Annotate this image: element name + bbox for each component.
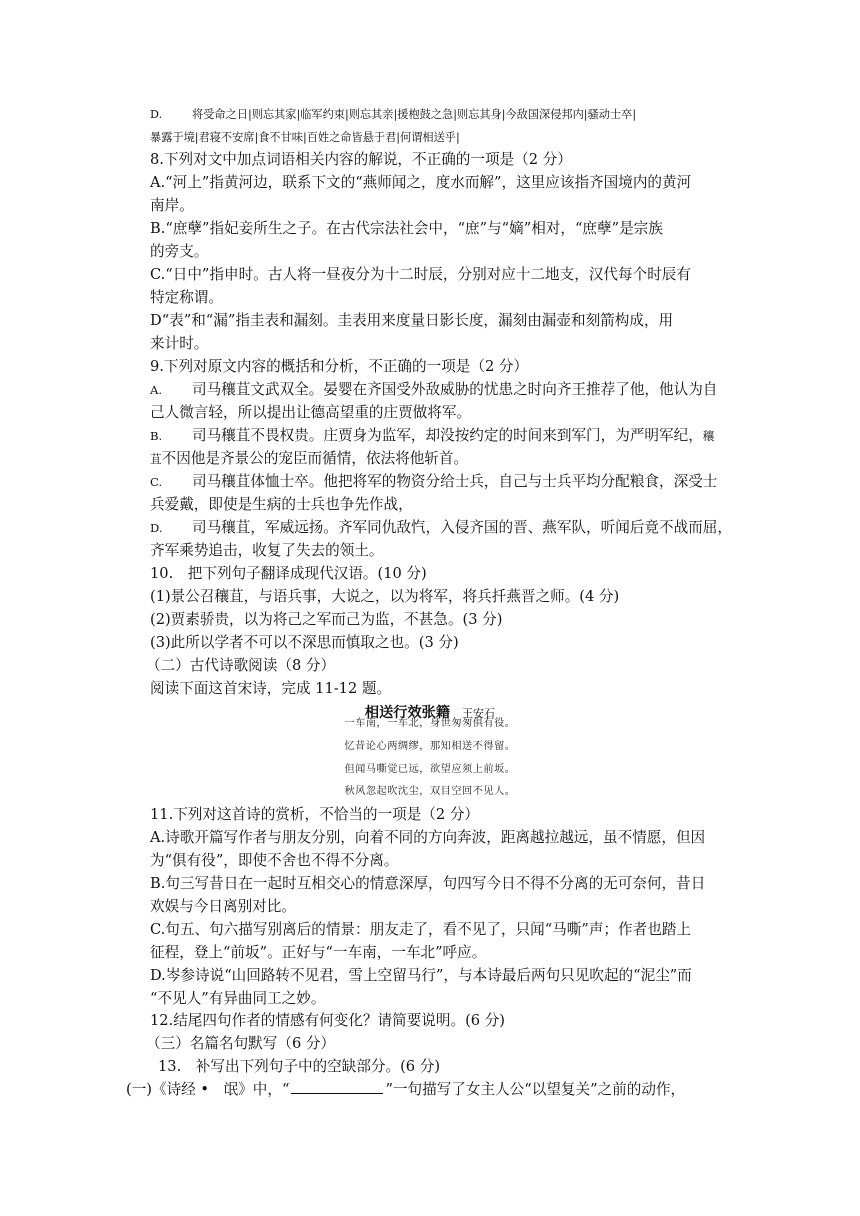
q8-option-a-line2: 南岸。 xyxy=(150,197,194,214)
q7-option-d-line1: 将受命之日|则忘其家|临军约束|则忘其亲|援枹鼓之急|则忘其身|今敌国深侵邦内|骚动士卒| xyxy=(192,108,637,121)
q7-option-d-label: D. xyxy=(150,108,163,121)
q11-option-a-line1: A.诗歌开篇写作者与朋友分别，向着不同的方向奔波，距离越拉越远，虽不情愿，但因 xyxy=(150,829,706,846)
q9-option-a-line1 xyxy=(150,379,730,401)
q9-option-a-text: 司马穰苴文武双全。晏婴在齐国受外敌威胁的忧患之时向齐王推荐了他，他认为自 xyxy=(192,381,718,398)
q8-option-b-line2: 的旁支。 xyxy=(150,243,209,260)
q9-option-b-text2: 不因他是齐景公的宠臣而循情，依法将他斩首。 xyxy=(161,450,469,467)
q11-option-c-line2: 征程，登上“前坂”。正好与“一车南，一车北”呼应。 xyxy=(150,944,487,961)
q11-option-b-line2: 欢娱与今日离别对比。 xyxy=(150,898,296,915)
q9-option-a-label: A. xyxy=(150,383,163,397)
q11-option-b-line1: B.句三写昔日在一起时互相交心的情意深厚，句四写今日不得不分离的无可奈何，昔日 xyxy=(150,875,706,892)
section2-intro: 阅读下面这首宋诗，完成 11-12 题。 xyxy=(150,680,392,697)
q9-option-a-line2: 己人微言轻，所以提出让德高望重的庄贾做将军。 xyxy=(150,404,472,421)
q9-option-b-line1 xyxy=(150,425,730,447)
q10-sentence-1: (1)景公召穰苴，与语兵事，大说之，以为将军，将兵扦燕晋之师。(4 分) xyxy=(150,588,620,605)
q9-option-c-line1 xyxy=(150,471,730,493)
q8-option-d-line2: 来计时。 xyxy=(150,335,209,352)
q13-item-1 xyxy=(126,1079,736,1101)
q8-stem: 8.下列对文中加点词语相关内容的解说，不正确的一项是（2 分） xyxy=(150,151,572,168)
q8-option-c-line1: C.“日中”指申时。古人将一昼夜分为十二时辰，分别对应十二地支，汉代每个时辰有 xyxy=(150,266,691,283)
q9-option-b-line2 xyxy=(150,448,730,470)
q9-option-d-line1 xyxy=(150,517,730,539)
q8-option-c-line2: 特定称谓。 xyxy=(150,289,223,306)
q8-option-d-line1: D“表”和“漏”指圭表和漏刻。圭表用来度量日影长度，漏刻由漏壶和刻箭构成，用 xyxy=(150,312,674,329)
q12-stem: 12.结尾四句作者的情感有何变化？请简要说明。(6 分) xyxy=(150,1012,505,1029)
q9-option-b-small-char: 穰 xyxy=(702,429,715,443)
q8-option-b-line1: B.“庶孽”指妃妾所生之子。在古代宗法社会中，“庶”与“嫡”相对，“庶孽”是宗族 xyxy=(150,220,663,237)
q9-option-b-text: 司马穰苴不畏权贵。庄贾身为监军，却没按约定的时间来到军门，为严明军纪， xyxy=(192,427,703,444)
q9-option-d-label: D. xyxy=(150,521,163,535)
poem-author: 王安石 xyxy=(462,707,496,720)
section2-heading: （二）古代诗歌阅读（8 分） xyxy=(146,657,336,674)
q11-option-d-line2: “不见人”有异曲同工之妙。 xyxy=(150,990,326,1007)
q11-option-a-line2: 为“俱有役”，即使不舍也不得不分离。 xyxy=(150,852,399,869)
poem-line-4: 秋风忽起吹沈尘，双目空回不见人。 xyxy=(344,786,516,797)
q13-item-prefix: (一)《诗经 • 氓》中，“ xyxy=(126,1081,290,1098)
q11-option-c-line1: C.句五、句六描写别离后的情景：朋友走了，看不见了，只闻“马嘶”声；作者也踏上 xyxy=(150,921,691,938)
q7-option-d xyxy=(150,104,730,126)
q13-stem: 13. 补写出下列句子中的空缺部分。(6 分) xyxy=(158,1058,441,1075)
q9-stem: 9.下列对原文内容的概括和分析，不正确的一项是（2 分） xyxy=(150,358,529,375)
q13-item-suffix: ”一句描写了女主人公“以望复关”之前的动作， xyxy=(385,1081,686,1098)
q9-option-d-line2: 齐军乘势追击，收复了失去的领土。 xyxy=(150,542,384,559)
q11-option-d-line1: D.岑参诗说“山回路转不见君，雪上空留马行”，与本诗最后两句只见吹起的“泥尘”而 xyxy=(150,967,692,984)
q9-option-b-label: B. xyxy=(150,429,163,443)
q11-stem: 11.下列对这首诗的赏析，不恰当的一项是（2 分） xyxy=(150,806,480,823)
poem-line-1: 一车南，一车北，身世匆匆俱有役。 xyxy=(344,718,516,729)
poem-line-2: 忆昔论心两绸缪，那知相送不得留。 xyxy=(344,741,516,752)
q10-sentence-3: (3)此所以学者不可以不深思而慎取之也。(3 分) xyxy=(150,634,459,651)
q9-option-c-label: C. xyxy=(150,475,163,489)
q13-answer-blank[interactable] xyxy=(291,1079,383,1094)
q10-stem: 10. 把下列句子翻译成现代汉语。(10 分) xyxy=(150,565,427,582)
q9-option-b-small-char2: 苴 xyxy=(150,452,162,466)
section3-heading: （三）名篇名句默写（6 分） xyxy=(146,1035,336,1052)
q9-option-c-line2: 兵爱戴，即使是生病的士兵也争先作战， xyxy=(150,496,413,513)
q7-option-d-line2: 暴露于境|君寝不安席|食不甘味|百姓之命皆悬于君|何谓相送乎| xyxy=(150,131,460,144)
q8-option-a-line1: A.“河上”指黄河边，联系下文的“燕师闻之，度水而解”，这里应该指齐国境内的黄河 xyxy=(150,174,692,191)
poem-title: 相送行效张籍 xyxy=(364,705,451,721)
q10-sentence-2: (2)贾素骄贵，以为将己之军而己为监，不甚急。(3 分) xyxy=(150,611,503,628)
poem-line-3: 但闻马嘶觉已远，欲望应须上前坂。 xyxy=(344,764,516,775)
q9-option-d-text: 司马穰苴，军威远扬。齐军同仇敌忾，入侵齐国的晋、燕军队，听闻后竟不战而屈， xyxy=(192,519,732,536)
q9-option-c-text: 司马穰苴体恤士卒。他把将军的物资分给士兵，自己与士兵平均分配粮食，深受士 xyxy=(192,473,718,490)
